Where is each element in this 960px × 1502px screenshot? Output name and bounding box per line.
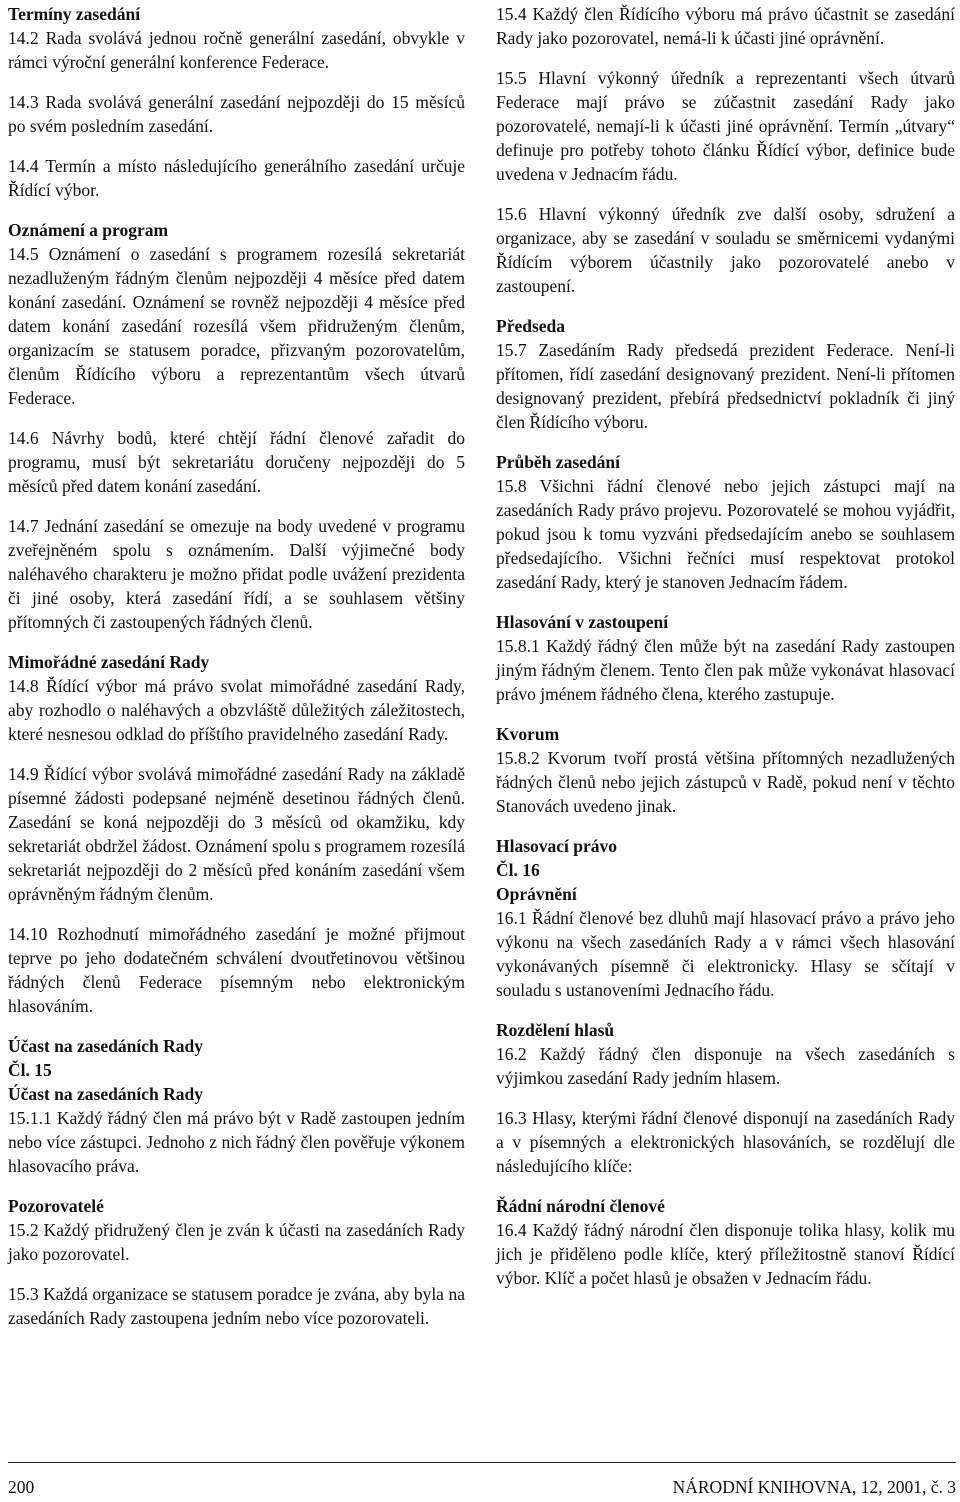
- page-number: 200: [8, 1477, 35, 1497]
- body-paragraph: 14.2 Rada svolává jednou ročně generální zasedání, obvykle v rámci výroční generální konference Federace.: [8, 28, 465, 72]
- body-paragraph: 14.9 Řídící výbor svolává mimořádné zasedání Rady na základě písemné žádosti podepsané nejméně desetinou řádných členů. Zasedání se koná nejpozději do 3 měsíců od okamžiku, kdy sekretariát obdržel žádost. Oznámení spolu s programem rozesílá sekretariát nejpozději do 2 měsíců před konáním zasedání všem oprávněným řádným členům.: [8, 764, 465, 904]
- left-column: [8, 2, 465, 1330]
- paragraph-spacer: [496, 706, 955, 722]
- body-paragraph: 14.5 Oznámení o zasedání s programem rozesílá sekretariát nezadluženým řádným členům nejpozději 4 měsíce před datem konání zasedání. Oznámení se rovněž nejpozději 4 měsíce před datem konání zasedání rozesílá všem přidruženým členům, organizacím se statusem poradce, přizvaným pozorovatelům, členům Řídícího výboru a reprezentantům všech útvarů Federace.: [8, 244, 465, 408]
- section-heading: Termíny zasedání: [8, 4, 141, 24]
- body-paragraph: 15.7 Zasedáním Rady předsedá prezident Federace. Není-li přítomen, řídí zasedání designovaný prezident. Není-li přítomen designovaný prezident, přebírá předsednictví pokladník či jiný člen Řídícího výboru.: [496, 340, 955, 432]
- body-paragraph: 14.4 Termín a místo následujícího generálního zasedání určuje Řídící výbor.: [8, 156, 465, 200]
- paragraph-spacer: [496, 1178, 955, 1194]
- section-heading: Pozorovatelé: [8, 1196, 104, 1216]
- paragraph-spacer: [8, 202, 465, 218]
- body-paragraph: 16.2 Každý řádný člen disponuje na všech zasedáních s výjimkou zasedání Rady jedním hlasem.: [496, 1044, 955, 1088]
- right-column: [496, 2, 955, 1290]
- section-heading: Hlasovací právo: [496, 836, 618, 856]
- body-paragraph: 15.2 Každý přidružený člen je zván k účasti na zasedáních Rady jako pozorovatel.: [8, 1220, 465, 1264]
- body-paragraph: 14.7 Jednání zasedání se omezuje na body uvedené v programu zveřejněném spolu s oznámením. Další výjimečné body naléhavého charakteru je možno přidat podle uvážení prezidenta či jiné osoby, která zasedání řídí, a se souhlasem většiny přítomných či zastoupených řádných členů.: [8, 516, 465, 632]
- paragraph-spacer: [496, 594, 955, 610]
- section-heading: Řádní národní členové: [496, 1196, 665, 1216]
- section-heading: Hlasování v zastoupení: [496, 612, 669, 632]
- body-paragraph: 14.8 Řídící výbor má právo svolat mimořádné zasedání Rady, aby rozhodlo o naléhavých a obzvláště důležitých záležitostech, které nesnesou odklad do příštího pravidelného zasedání Rady.: [8, 676, 465, 744]
- section-heading: Účast na zasedáních Rady: [8, 1036, 203, 1056]
- body-paragraph: 15.5 Hlavní výkonný úředník a reprezentanti všech útvarů Federace mají právo se zúčastnit zasedání Rady jako pozorovatelé, nemají-li k účasti jiné oprávnění. Termín „útvary“ definuje pro potřeby tohoto článku Řídící výbor, definice bude uvedena v Jednacím řádu.: [496, 68, 955, 184]
- body-paragraph: 14.6 Návrhy bodů, které chtějí řádní členové zařadit do programu, musí být sekretariátu doručeny nejpozději do 5 měsíců před datem konání zasedání.: [8, 428, 465, 496]
- body-paragraph: 16.4 Každý řádný národní člen disponuje tolika hlasy, kolik mu jich je přiděleno podle klíče, který příležitostně stanoví Řídící výbor. Klíč a počet hlasů je obsažen v Jednacím řádu.: [496, 1220, 955, 1288]
- paragraph-spacer: [496, 1002, 955, 1018]
- paragraph-spacer: [496, 434, 955, 450]
- paragraph-spacer: [8, 1266, 465, 1282]
- journal-citation: NÁRODNÍ KNIHOVNA, 12, 2001, č. 3: [672, 1477, 956, 1497]
- footer-rule: [8, 1462, 956, 1463]
- body-paragraph: 14.10 Rozhodnutí mimořádného zasedání je možné přijmout teprve po jeho dodatečném schválení dvoutřetinovou většinou řádných členů Federace písemným nebo elektronickým hlasováním.: [8, 924, 465, 1016]
- paragraph-spacer: [8, 138, 465, 154]
- section-heading: Průběh zasedání: [496, 452, 620, 472]
- paragraph-spacer: [8, 746, 465, 762]
- section-heading: Oprávnění: [496, 884, 577, 904]
- paragraph-spacer: [496, 818, 955, 834]
- paragraph-spacer: [496, 298, 955, 314]
- body-paragraph: 15.3 Každá organizace se statusem poradce je zvána, aby byla na zasedáních Rady zastoupena jedním nebo více pozorovateli.: [8, 1284, 465, 1328]
- paragraph-spacer: [8, 1178, 465, 1194]
- body-paragraph: 15.4 Každý člen Řídícího výboru má právo účastnit se zasedání Rady jako pozorovatel, nemá-li k účasti jiné oprávnění.: [496, 4, 955, 48]
- body-paragraph: 15.8.1 Každý řádný člen může být na zasedání Rady zastoupen jiným řádným členem. Tento člen pak může vykonávat hlasovací právo jménem řádného člena, kterého zastupuje.: [496, 636, 955, 704]
- paragraph-spacer: [8, 1018, 465, 1034]
- paragraph-spacer: [8, 906, 465, 922]
- section-heading: Oznámení a program: [8, 220, 169, 240]
- body-paragraph: 15.8.2 Kvorum tvoří prostá většina přítomných nezadlužených řádných členů nebo jejich zástupců v Radě, pokud není v těchto Stanovách uvedeno jinak.: [496, 748, 955, 816]
- paragraph-spacer: [496, 50, 955, 66]
- paragraph-spacer: [496, 186, 955, 202]
- paragraph-spacer: [8, 498, 465, 514]
- section-heading: Účast na zasedáních Rady: [8, 1084, 203, 1104]
- body-paragraph: 15.8 Všichni řádní členové nebo jejich zástupci mají na zasedáních Rady právo projevu. Pozorovatelé se mohou vyjádřit, pokud jsou k tomu vyzváni předsedajícím anebo se souhlasem předsedajícího. Všichni řečníci musí respektovat protokol zasedání Rady, který je stanoven Jednacím řádem.: [496, 476, 955, 592]
- paragraph-spacer: [496, 1090, 955, 1106]
- paragraph-spacer: [8, 410, 465, 426]
- section-heading: Předseda: [496, 316, 566, 336]
- paragraph-spacer: [8, 74, 465, 90]
- body-paragraph: 14.3 Rada svolává generální zasedání nejpozději do 15 měsíců po svém posledním zasedání.: [8, 92, 465, 136]
- section-heading: Kvorum: [496, 724, 560, 744]
- body-paragraph: 15.1.1 Každý řádný člen má právo být v Radě zastoupen jedním nebo více zástupci. Jednoho z nich řádný člen pověřuje výkonem hlasovacího práva.: [8, 1108, 465, 1176]
- body-paragraph: 16.1 Řádní členové bez dluhů mají hlasovací právo a právo jeho výkonu na všech zasedáních Rady a v rámci všech hlasování vykonávaných písemně či elektronicky. Hlasy se sčítají v souladu s ustanoveními Jednacího řádu.: [496, 908, 955, 1000]
- paragraph-spacer: [8, 634, 465, 650]
- body-paragraph: 15.6 Hlavní výkonný úředník zve další osoby, sdružení a organizace, aby se zasedání v souladu se směrnicemi vydanými Řídícím výborem účastnily jako pozorovatelé anebo v zastoupení.: [496, 204, 955, 296]
- body-paragraph: 16.3 Hlasy, kterými řádní členové disponují na zasedáních Rady a v písemných a elektronických hlasováních, se rozdělují dle následujícího klíče:: [496, 1108, 955, 1176]
- section-heading: Rozdělení hlasů: [496, 1020, 615, 1040]
- section-heading: Mimořádné zasedání Rady: [8, 652, 210, 672]
- section-heading: Čl. 15: [8, 1060, 52, 1080]
- section-heading: Čl. 16: [496, 860, 540, 880]
